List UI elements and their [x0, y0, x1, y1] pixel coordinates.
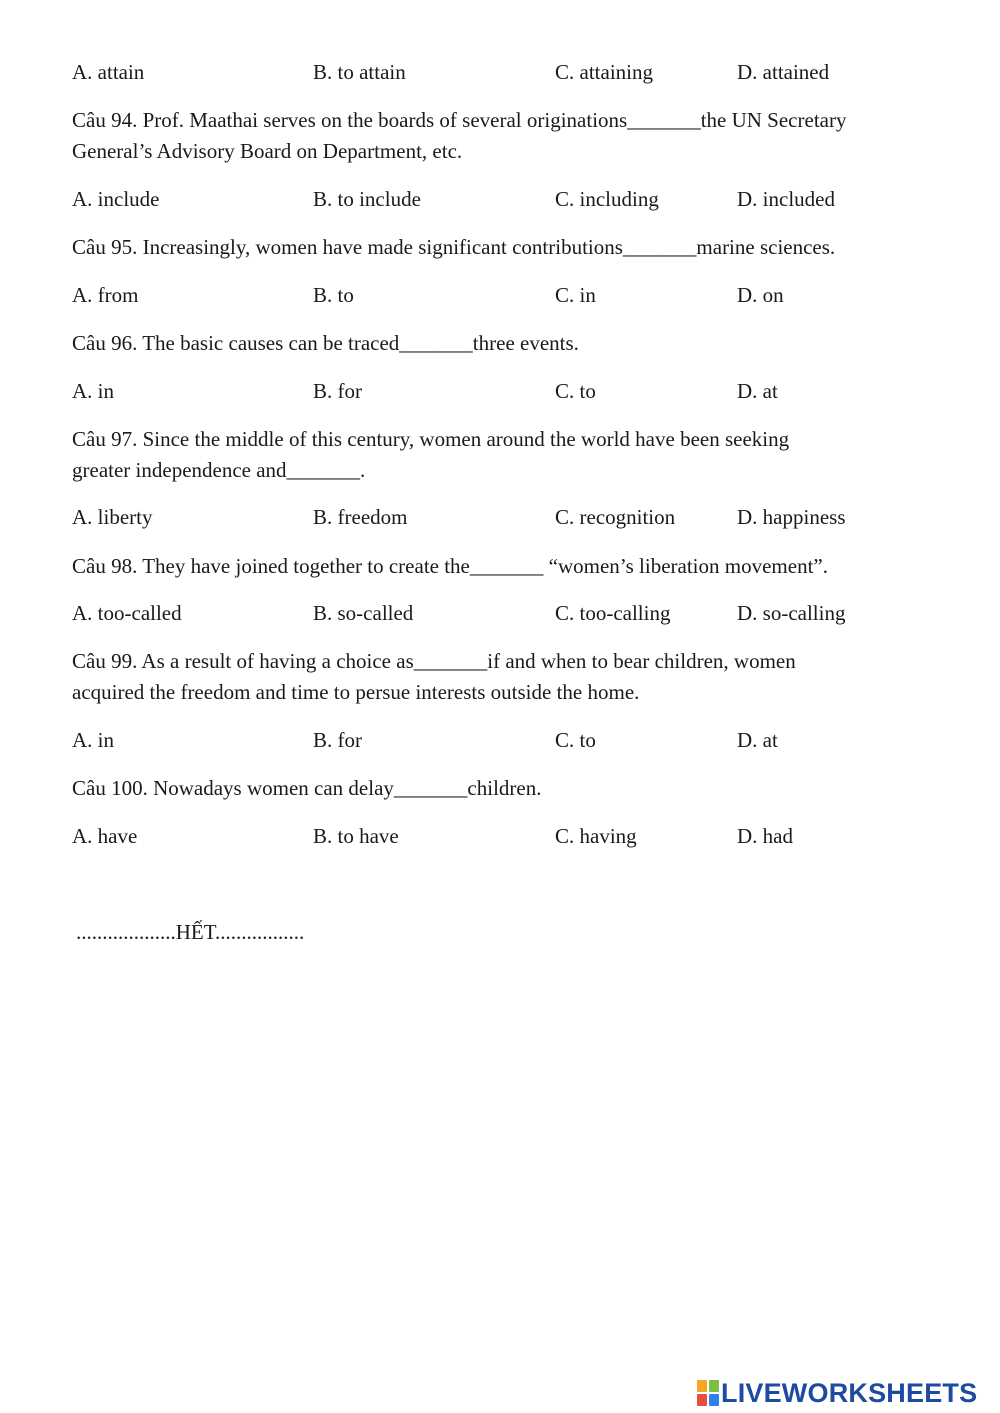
option-b[interactable]: B. to attain	[313, 60, 406, 84]
option-a[interactable]: A. in	[72, 728, 114, 752]
option-c[interactable]: C. too-calling	[555, 601, 671, 625]
option-d[interactable]: D. included	[737, 187, 835, 211]
question-98-text: Câu 98. They have joined together to create the_______ “women’s liberation movement”.	[72, 554, 828, 578]
question-95-options	[0, 280, 1000, 311]
logo-square-icon	[709, 1394, 719, 1406]
logo-text: LIVEWORKSHEETS	[721, 1378, 978, 1408]
option-b[interactable]: B. to have	[313, 824, 399, 848]
option-d[interactable]: D. so-calling	[737, 601, 846, 625]
question-96-options	[0, 376, 1000, 407]
option-d[interactable]: D. at	[737, 728, 778, 752]
question-94-text-line-1: Câu 94. Prof. Maathai serves on the boards of several originations_______the UN Secretary	[72, 108, 847, 132]
option-b[interactable]: B. to include	[313, 187, 421, 211]
option-b[interactable]: B. for	[313, 379, 362, 403]
option-a[interactable]: A. liberty	[72, 505, 153, 529]
option-c[interactable]: C. to	[555, 728, 596, 752]
question-98-options	[0, 598, 1000, 629]
question-94-options	[0, 184, 1000, 215]
option-b[interactable]: B. for	[313, 728, 362, 752]
option-c[interactable]: C. attaining	[555, 60, 653, 84]
question-93-options	[0, 57, 1000, 88]
option-c[interactable]: C. recognition	[555, 505, 676, 529]
option-d[interactable]: D. at	[737, 379, 778, 403]
option-c[interactable]: C. to	[555, 379, 596, 403]
end-marker: ...................HẾT.................	[76, 920, 305, 944]
question-96-text: Câu 96. The basic causes can be traced_______three events.	[72, 331, 579, 355]
question-99-options	[0, 725, 1000, 756]
question-100-options	[0, 821, 1000, 852]
option-d[interactable]: D. had	[737, 824, 793, 848]
option-a[interactable]: A. too-called	[72, 601, 182, 625]
question-99-text-line-1: Câu 99. As a result of having a choice as_______if and when to bear children, women	[72, 649, 796, 673]
option-a[interactable]: A. from	[72, 283, 139, 307]
option-c[interactable]: C. having	[555, 824, 637, 848]
question-97-options	[0, 502, 1000, 533]
logo-square-icon	[709, 1380, 719, 1392]
option-d[interactable]: D. on	[737, 283, 784, 307]
question-94-text-line-2: General’s Advisory Board on Department, etc.	[72, 139, 463, 163]
option-a[interactable]: A. have	[72, 824, 138, 848]
option-d[interactable]: D. happiness	[737, 505, 846, 529]
logo-square-icon	[697, 1394, 707, 1406]
question-97-text-line-2: greater independence and_______.	[72, 458, 366, 482]
option-a[interactable]: A. include	[72, 187, 160, 211]
option-a[interactable]: A. attain	[72, 60, 145, 84]
option-c[interactable]: C. in	[555, 283, 596, 307]
option-d[interactable]: D. attained	[737, 60, 830, 84]
liveworksheets-logo[interactable]	[697, 1378, 977, 1408]
question-97-text-line-1: Câu 97. Since the middle of this century, women around the world have been seeking	[72, 427, 790, 451]
logo-square-icon	[697, 1380, 707, 1392]
option-b[interactable]: B. to	[313, 283, 354, 307]
liveworksheets-logo-icon	[697, 1380, 719, 1406]
question-95-text: Câu 95. Increasingly, women have made significant contributions_______marine sciences.	[72, 235, 836, 259]
option-c[interactable]: C. including	[555, 187, 659, 211]
option-b[interactable]: B. so-called	[313, 601, 414, 625]
question-99-text-line-2: acquired the freedom and time to persue interests outside the home.	[72, 680, 640, 704]
option-b[interactable]: B. freedom	[313, 505, 408, 529]
question-100-text: Câu 100. Nowadays women can delay_______children.	[72, 776, 542, 800]
option-a[interactable]: A. in	[72, 379, 114, 403]
